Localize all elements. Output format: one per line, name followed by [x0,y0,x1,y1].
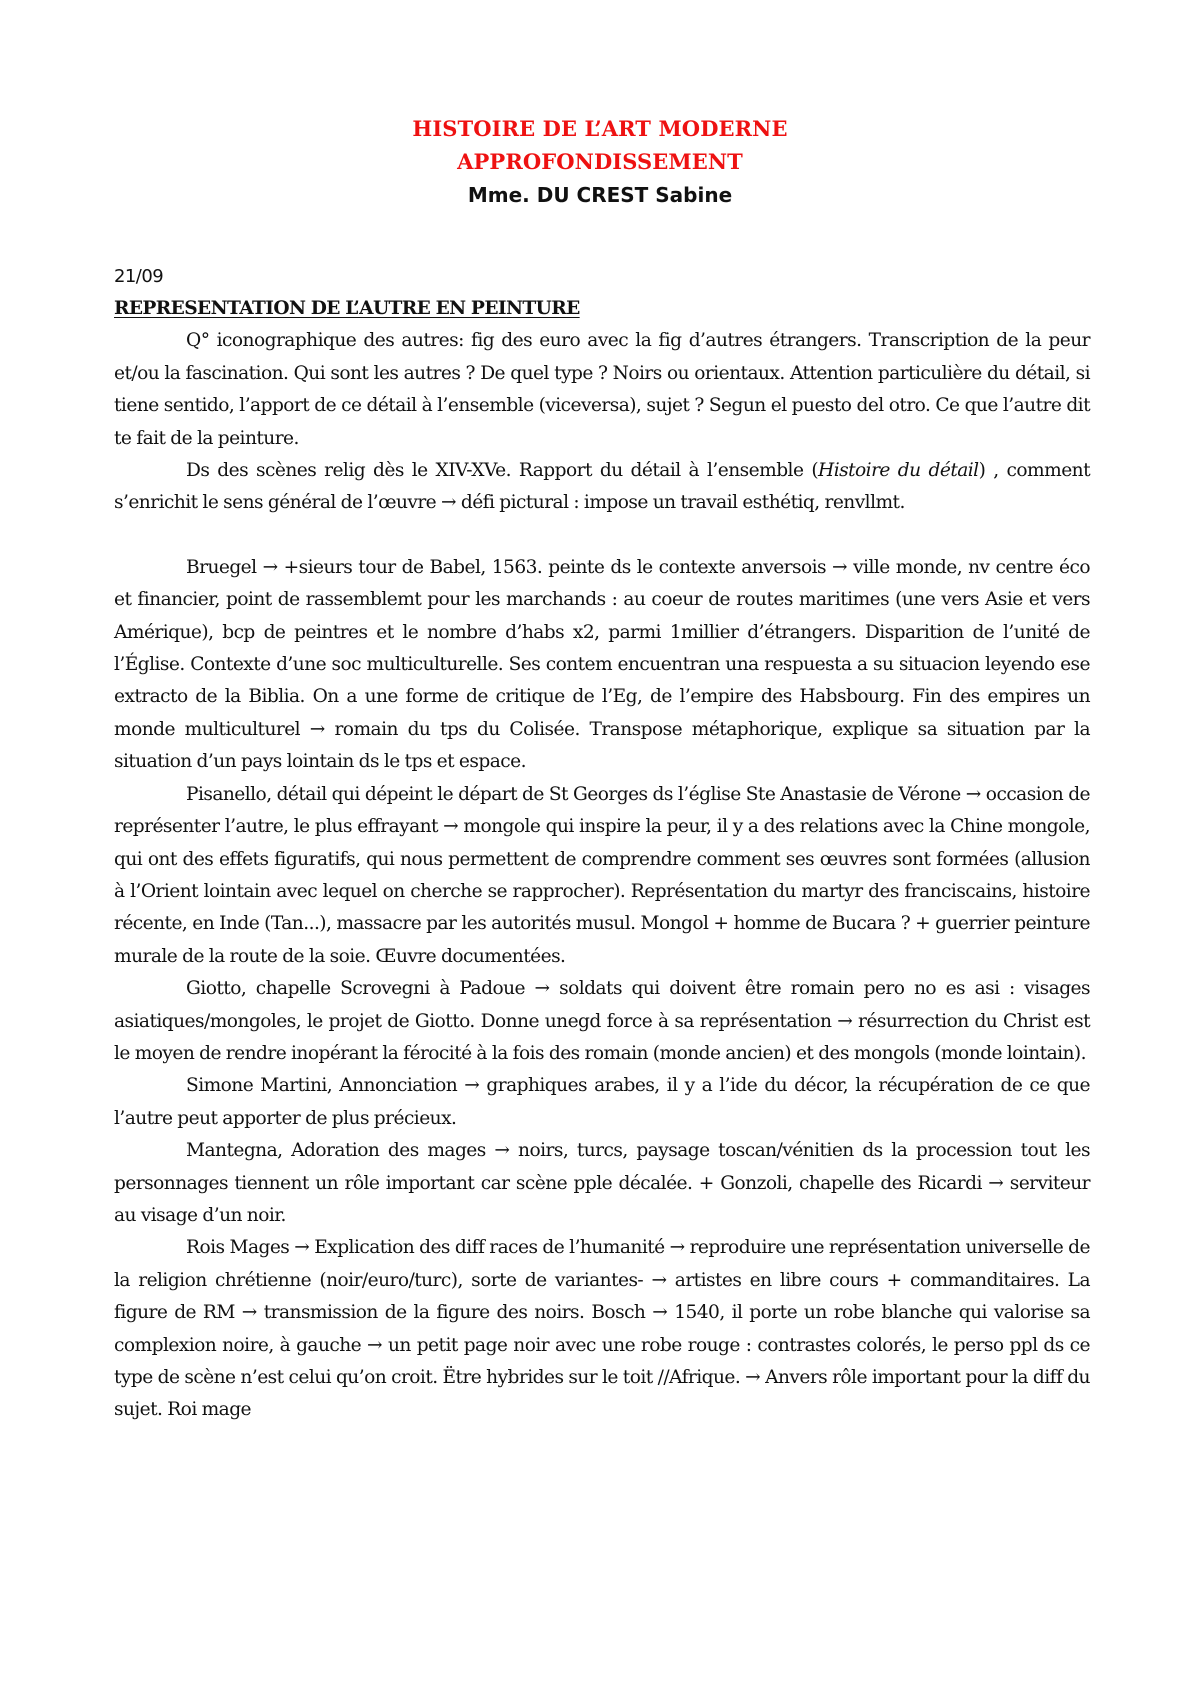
paragraph: Mantegna, Adoration des mages → noirs, turcs, paysage toscan/vénitien ds la procession tout les personnages tiennent un rôle important car scène pple décalée. + Gonzoli, chapelle des Ricardi → serviteur au visage d’un noir. [114,1140,1090,1226]
paragraph: Simone Martini, Annonciation → graphiques arabes, il y a l’ide du décor, la récupération de ce que l’autre peut apporter de plus précieux. [114,1075,1090,1129]
paragraph: Rois Mages → Explication des diff races de l’humanité → reproduire une représentation universelle de la religion chrétienne (noir/euro/turc), sorte de variantes- → artistes en libre cours + commanditaires. La figure de RM → transmission de la figure des noirs. Bosch → 1540, il porte un robe blanche qui valorise sa complexion noire, à gauche → un petit page noir avec une robe rouge : contrastes colorés, le perso ppl ds ce type de scène n’est celui qu’on croit. Ëtre hybrides sur le toit //Afrique. → Anvers rôle important pour la diff du sujet. Roi mage [114,1237,1090,1421]
paragraph: Q° iconographique des autres: fig des euro avec la fig d’autres étrangers. Transcription de la peur et/ou la fascination. Qui sont les autres ? De quel type ? Noirs ou orientaux. Attention particulière du détail, si tiene sentido, l’apport de ce détail à l’ensemble (viceversa), sujet ? Segun el puesto del otro. Ce que l’autre dit te fait de la peinture. [114,330,1090,449]
document-header [0,112,1200,212]
section-heading: REPRESENTATION DE L’AUTRE EN PEINTURE [114,298,580,319]
paragraph: Giotto, chapelle Scrovegni à Padoue → soldats qui doivent être romain pero no es asi : visages asiatiques/mongoles, le projet de Giotto. Donne unegd force à sa représentation → résurrection du Christ est le moyen de rendre inopérant la férocité à la fois des romain (monde ancien) et des mongols (monde lointain). [114,978,1090,1064]
paragraph: Pisanello, détail qui dépeint le départ de St Georges ds l’église Ste Anastasie de Vérone → occasion de représenter l’autre, le plus effrayant → mongole qui inspire la peur, il y a des relations avec la Chine mongole, qui ont des effets figuratifs, qui nous permettent de comprendre comment ses œuvres sont formées (allusion à l’Orient lointain avec lequel on cherche se rapprocher). Représentation du martyr des franciscains, histoire récente, en Inde (Tan...), massacre par les autorités musul. Mongol + homme de Bucara ? + guerrier peinture murale de la route de la soie. Œuvre documentées. [114,783,1090,967]
paragraph: Bruegel → +sieurs tour de Babel, 1563. peinte ds le contexte anversois → ville monde, nv centre éco et financier, point de rassemblemt pour les marchands : au coeur de routes maritimes (une vers Asie et vers Amérique), bcp de peintres et le nombre d’habs x2, parmi 1millier d’étrangers. Disparition de l’unité de l’Église. Contexte d’une soc multiculturelle. Ses contem encuentran una respuesta a su situacion leyendo ese extracto de la Biblia. On a une forme de critique de l’Eg, de l’empire des Habsbourg. Fin des empires un monde multiculturel → romain du tps du Colisée. Transpose métaphorique, explique sa situation par la situation d’un pays lointain ds le tps et espace. [114,556,1090,773]
lecture-date: 21/09 [114,266,164,287]
course-title: HISTOIRE DE L’ART MODERNE [412,116,788,141]
paragraph [114,455,1090,520]
course-subtitle: APPROFONDISSEMENT [457,149,743,174]
italic-title: Histoire du détail [818,460,979,482]
paragraph-text: ) , comment s’enrichit le sens général de l’œuvre → défi pictural : impose un travail esthétiq, renvllmt. [114,460,1090,514]
author-name: Mme. DU CREST Sabine [467,183,733,207]
document-body [114,260,1090,1427]
blank-line [114,520,1090,552]
paragraph-text: Ds des scènes relig dès le XIV-XVe. Rapport du détail à l’ensemble ( [186,460,819,482]
